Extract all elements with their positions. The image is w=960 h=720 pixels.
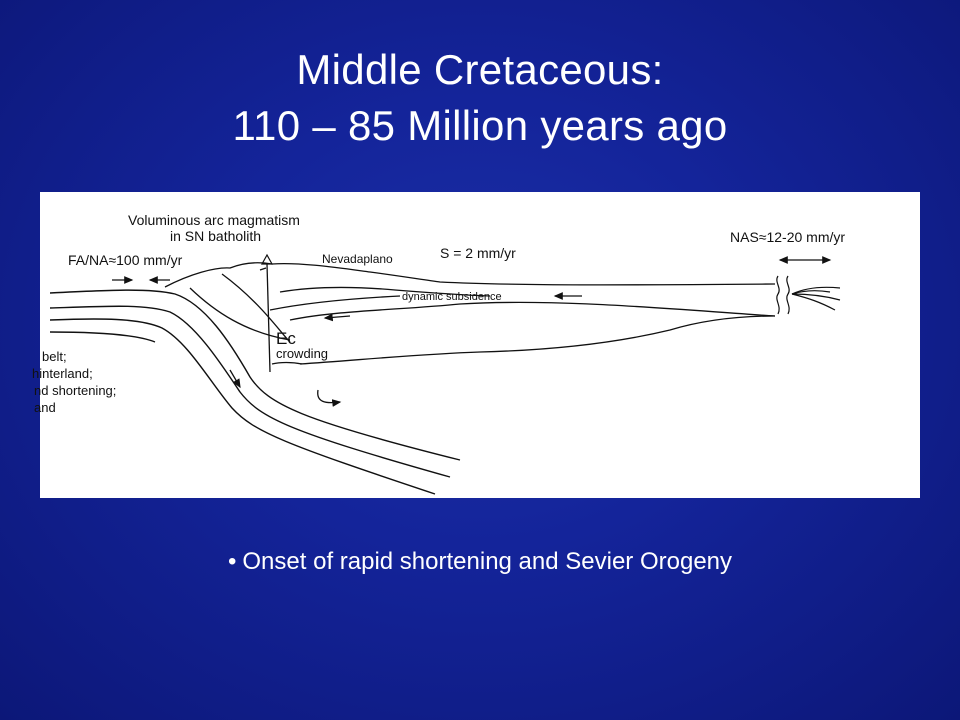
label-left-cut-4: and — [34, 400, 56, 415]
bullet-text: Onset of rapid shortening and Sevier Orogeny — [242, 548, 733, 575]
label-ec: Ec — [276, 329, 296, 348]
label-nas-rate: NAS≈12-20 mm/yr — [730, 229, 846, 245]
bullet-marker: • — [227, 548, 237, 575]
label-dynamic-subsidence: dynamic subsidence — [402, 291, 502, 303]
title-line-1: Middle Cretaceous: — [296, 46, 664, 93]
label-left-cut-1: belt; — [42, 349, 67, 364]
upper-plate — [165, 263, 775, 364]
label-left-cut-3: nd shortening; — [34, 383, 117, 398]
label-arc-magmatism-2: in SN batholith — [170, 228, 262, 244]
cross-section-diagram — [32, 192, 920, 498]
slide-title — [0, 42, 960, 154]
bullet-point — [0, 546, 960, 578]
fault-ticks — [777, 276, 840, 314]
arc-conduit — [260, 264, 270, 372]
label-left-cut-2: hinterland; — [32, 366, 93, 381]
label-nevadaplano: Nevadaplano — [322, 252, 393, 266]
label-s-rate: S = 2 mm/yr — [440, 245, 516, 261]
diagram-svg — [32, 192, 920, 498]
label-crowding: crowding — [276, 346, 329, 361]
label-fa-na-rate: FA/NA≈100 mm/yr — [68, 252, 183, 268]
label-arc-magmatism-1: Voluminous arc magmatism — [128, 212, 300, 228]
title-line-2: 110 – 85 Million years ago — [232, 102, 728, 149]
